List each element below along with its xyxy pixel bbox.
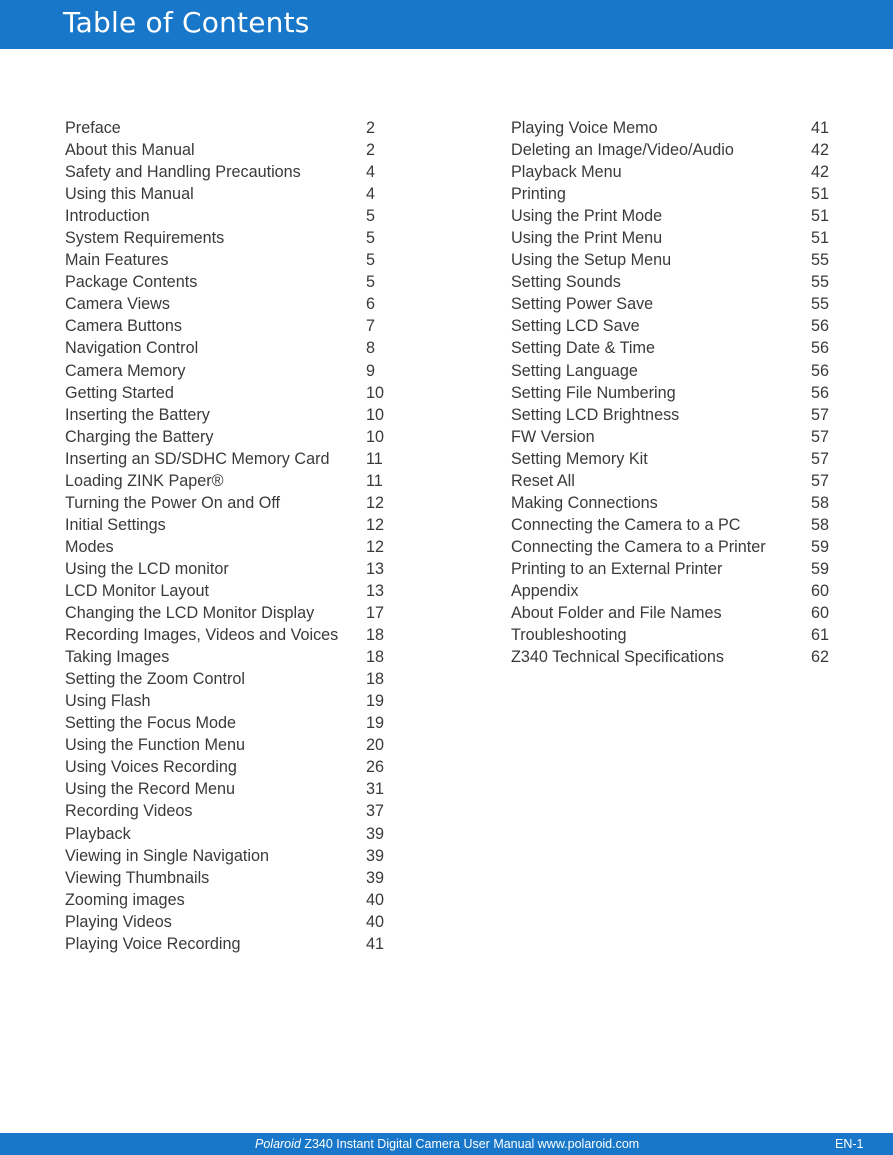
toc-entry[interactable]: [65, 139, 385, 161]
toc-entry-title: Zooming images: [65, 890, 185, 909]
toc-entry-title: Main Features: [65, 251, 169, 270]
toc-entry[interactable]: [511, 183, 831, 205]
toc-entry-title: Playing Voice Memo: [511, 119, 658, 137]
toc-entry-title: Inserting an SD/SDHC Memory Card: [65, 449, 330, 468]
toc-entry-title: System Requirements: [65, 229, 225, 248]
toc-entry-title: Package Contents: [65, 273, 198, 292]
toc-entry-page: 11: [366, 449, 383, 468]
toc-entry-title: Using the Print Menu: [511, 229, 663, 248]
toc-entry-page: 39: [366, 846, 385, 865]
toc-entry[interactable]: [65, 227, 385, 249]
toc-entry-title: Playback: [65, 824, 131, 843]
toc-entry[interactable]: [511, 470, 831, 492]
toc-entry-page: 40: [366, 912, 385, 931]
toc-entry-page: 2: [366, 141, 376, 160]
toc-entry[interactable]: [511, 337, 831, 359]
toc-entry-title: Deleting an Image/Video/Audio: [511, 141, 734, 160]
toc-entry[interactable]: [65, 271, 385, 293]
toc-entry-title: Printing: [511, 185, 566, 204]
toc-entry-title: Getting Started: [65, 383, 174, 402]
toc-entry[interactable]: [511, 161, 831, 183]
toc-entry[interactable]: [511, 624, 831, 646]
toc-entry-title: Setting the Focus Mode: [65, 714, 236, 733]
toc-entry[interactable]: [65, 712, 385, 734]
toc-entry[interactable]: [65, 756, 385, 778]
toc-entry-page: 5: [366, 229, 376, 248]
toc-entry-title: Modes: [65, 537, 114, 556]
toc-entry[interactable]: [65, 867, 385, 889]
toc-entry-title: Turning the Power On and Off: [65, 493, 281, 512]
toc-entry-page: 58: [811, 493, 830, 512]
toc-entry-title: Initial Settings: [65, 515, 166, 534]
toc-entry[interactable]: [65, 800, 385, 822]
toc-entry-page: 26: [366, 758, 385, 777]
toc-entry[interactable]: [65, 470, 385, 492]
toc-entry-title: Charging the Battery: [65, 427, 214, 446]
toc-entry[interactable]: [511, 646, 831, 668]
toc-entry-title: Setting Memory Kit: [511, 449, 648, 468]
toc-entry-page: 12: [366, 537, 385, 556]
toc-entry-title: Setting the Zoom Control: [65, 670, 245, 689]
toc-entry-page: 10: [366, 427, 385, 446]
toc-entry-page: 61: [811, 626, 830, 645]
footer-bar: [0, 1133, 893, 1155]
toc-entry-title: Using this Manual: [65, 185, 194, 204]
toc-entry-title: Reset All: [511, 471, 575, 490]
toc-entry-page: 10: [366, 405, 385, 424]
toc-entry[interactable]: [65, 117, 385, 139]
toc-entry-page: 19: [366, 714, 385, 733]
toc-entry[interactable]: [65, 337, 385, 359]
toc-entry[interactable]: [65, 845, 385, 867]
toc-entry-title: Playing Videos: [65, 912, 172, 931]
toc-entry[interactable]: [65, 404, 385, 426]
toc-entry-title: Changing the LCD Monitor Display: [65, 604, 315, 623]
toc-entry-page: 5: [366, 273, 376, 292]
toc-entry-title: Using Flash: [65, 692, 151, 711]
toc-entry-page: 10: [366, 383, 385, 402]
footer-text: [255, 1133, 639, 1155]
toc-entry-page: 13: [366, 581, 385, 600]
toc-entry[interactable]: [511, 249, 831, 271]
toc-entry-page: 56: [811, 383, 830, 402]
toc-entry[interactable]: [65, 183, 385, 205]
toc-entry[interactable]: [65, 315, 385, 337]
toc-entry[interactable]: [65, 492, 385, 514]
toc-entry-page: 41: [366, 934, 385, 953]
toc-entry-page: 42: [811, 141, 830, 160]
toc-entry[interactable]: [511, 492, 831, 514]
toc-entry[interactable]: [65, 911, 385, 933]
toc-entry-title: Navigation Control: [65, 339, 199, 358]
toc-entry-page: 55: [811, 273, 830, 292]
toc-entry-title: About this Manual: [65, 141, 195, 160]
toc-entry-page: 8: [366, 339, 376, 358]
toc-entry[interactable]: [65, 558, 385, 580]
toc-entry[interactable]: [65, 448, 385, 470]
toc-entry-page: 60: [811, 581, 830, 600]
toc-entry[interactable]: [511, 227, 831, 249]
toc-entry[interactable]: [65, 580, 385, 602]
toc-entry[interactable]: [65, 933, 385, 955]
toc-entry-title: Camera Views: [65, 295, 170, 314]
header-bar: [0, 0, 893, 49]
toc-entry-page: 59: [811, 559, 830, 578]
toc-entry-title: Introduction: [65, 207, 150, 226]
toc-entry-title: Troubleshooting: [511, 626, 627, 645]
toc-entry[interactable]: [511, 514, 831, 536]
footer-page-number: EN-1: [835, 1137, 864, 1151]
toc-entry-title: LCD Monitor Layout: [65, 581, 209, 600]
toc-entry-page: 18: [366, 626, 385, 645]
toc-entry-page: 56: [811, 339, 830, 358]
toc-entry-title: Recording Images, Videos and Voices: [65, 626, 339, 645]
toc-entry[interactable]: [511, 315, 831, 337]
toc-entry-title: Using the Record Menu: [65, 780, 236, 799]
toc-entry-title: Setting LCD Brightness: [511, 405, 680, 424]
toc-entry-title: Using Voices Recording: [65, 758, 237, 777]
toc-entry-title: Setting Language: [511, 361, 638, 380]
toc-entry[interactable]: [65, 360, 385, 382]
toc-entry[interactable]: [65, 161, 385, 183]
toc-entry[interactable]: [65, 690, 385, 712]
toc-entry-title: Camera Buttons: [65, 317, 182, 336]
toc-entry-title: FW Version: [511, 427, 595, 446]
toc-entry-title: Using the LCD monitor: [65, 559, 229, 578]
toc-entry-title: About Folder and File Names: [511, 604, 722, 623]
toc-entry-title: Setting LCD Save: [511, 317, 640, 336]
footer-description: Z340 Instant Digital Camera User Manual www.polaroid.com: [300, 1137, 640, 1151]
toc-entry-page: 39: [366, 868, 385, 887]
toc-entry-title: Z340 Technical Specifications: [511, 648, 724, 667]
toc-entry[interactable]: [511, 580, 831, 602]
toc-entry[interactable]: [511, 536, 831, 558]
toc-entry-title: Viewing in Single Navigation: [65, 846, 269, 865]
toc-entry-title: Setting File Numbering: [511, 383, 676, 402]
toc-entry-page: 2: [366, 119, 376, 137]
toc-entry[interactable]: [511, 426, 831, 448]
page-title: Table of Contents: [63, 6, 310, 39]
toc-entry-page: 12: [366, 515, 385, 534]
toc-entry[interactable]: [65, 823, 385, 845]
toc-entry-page: 5: [366, 251, 376, 270]
toc-entry[interactable]: [511, 360, 831, 382]
toc-entry-title: Making Connections: [511, 493, 658, 512]
toc-entry[interactable]: [65, 602, 385, 624]
toc-entry[interactable]: [511, 205, 831, 227]
toc-entry-title: Playback Menu: [511, 163, 622, 182]
toc-entry-page: 12: [366, 493, 385, 512]
toc-entry-title: Using the Print Mode: [511, 207, 663, 226]
toc-entry-title: Setting Date & Time: [511, 339, 655, 358]
toc-entry[interactable]: [511, 448, 831, 470]
toc-entry-page: 57: [811, 449, 830, 468]
toc-entry-title: Loading ZINK Paper®: [65, 471, 224, 490]
footer-brand: Polaroid: [255, 1137, 301, 1151]
toc-entry[interactable]: [65, 426, 385, 448]
toc-entry-page: 4: [366, 163, 376, 182]
toc-entry-title: Viewing Thumbnails: [65, 868, 210, 887]
toc-entry-page: 57: [811, 427, 830, 446]
toc-entry[interactable]: [65, 293, 385, 315]
toc-entry-title: Recording Videos: [65, 802, 193, 821]
toc-entry-title: Taking Images: [65, 648, 170, 667]
toc-entry[interactable]: [511, 382, 831, 404]
toc-entry-title: Safety and Handling Precautions: [65, 163, 301, 182]
toc-right-column: [511, 117, 831, 668]
toc-entry[interactable]: [65, 778, 385, 800]
toc-entry[interactable]: [65, 249, 385, 271]
toc-entry-title: Inserting the Battery: [65, 405, 210, 424]
toc-entry-page: 11: [366, 471, 383, 490]
toc-entry-page: 55: [811, 295, 830, 314]
toc-entry-page: 17: [366, 604, 385, 623]
toc-entry[interactable]: [65, 624, 385, 646]
toc-entry[interactable]: [511, 602, 831, 624]
toc-entry-title: Appendix: [511, 581, 579, 600]
toc-entry-page: 51: [811, 185, 830, 204]
toc-entry[interactable]: [511, 139, 831, 161]
toc-entry-title: Camera Memory: [65, 361, 186, 380]
toc-entry[interactable]: [65, 734, 385, 756]
toc-entry-page: 5: [366, 207, 376, 226]
toc-entry-page: 57: [811, 471, 830, 490]
toc-left-column: [65, 117, 385, 955]
toc-entry-page: 39: [366, 824, 385, 843]
toc-entry[interactable]: [65, 668, 385, 690]
toc-entry-title: Using the Function Menu: [65, 736, 245, 755]
toc-entry[interactable]: [65, 889, 385, 911]
toc-entry-page: 51: [811, 207, 830, 226]
toc-entry-page: 41: [811, 119, 830, 137]
toc-entry-page: 37: [366, 802, 385, 821]
toc-entry[interactable]: [65, 536, 385, 558]
toc-entry-page: 58: [811, 515, 830, 534]
toc-entry-title: Playing Voice Recording: [65, 934, 241, 953]
toc-entry-page: 31: [366, 780, 385, 799]
toc-entry-page: 19: [366, 692, 385, 711]
toc-entry-title: Connecting the Camera to a Printer: [511, 537, 766, 556]
toc-entry-page: 42: [811, 163, 830, 182]
toc-entry-title: Connecting the Camera to a PC: [511, 515, 741, 534]
toc-entry-page: 51: [811, 229, 830, 248]
toc-entry-title: Setting Sounds: [511, 273, 621, 292]
toc-entry-page: 9: [366, 361, 376, 380]
toc-entry[interactable]: [65, 382, 385, 404]
toc-entry-page: 18: [366, 648, 385, 667]
toc-entry-page: 4: [366, 185, 376, 204]
toc-entry-title: Using the Setup Menu: [511, 251, 672, 270]
toc-entry[interactable]: [511, 293, 831, 315]
toc-entry-page: 6: [366, 295, 376, 314]
toc-entry-page: 20: [366, 736, 385, 755]
toc-entry[interactable]: [511, 117, 831, 139]
toc-entry-title: Printing to an External Printer: [511, 559, 723, 578]
toc-entry[interactable]: [65, 205, 385, 227]
toc-entry[interactable]: [511, 558, 831, 580]
toc-entry-page: 7: [366, 317, 376, 336]
toc-entry-page: 56: [811, 317, 830, 336]
toc-entry[interactable]: [65, 646, 385, 668]
toc-entry-page: 59: [811, 537, 830, 556]
toc-entry[interactable]: [511, 404, 831, 426]
toc-entry-title: Setting Power Save: [511, 295, 654, 314]
toc-entry-page: 55: [811, 251, 830, 270]
toc-entry-page: 56: [811, 361, 830, 380]
toc-entry-page: 40: [366, 890, 385, 909]
toc-entry-page: 13: [366, 559, 385, 578]
toc-entry-page: 57: [811, 405, 830, 424]
toc-entry-title: Preface: [65, 119, 121, 137]
toc-entry-page: 60: [811, 604, 830, 623]
toc-entry[interactable]: [65, 514, 385, 536]
toc-entry-page: 62: [811, 648, 830, 667]
toc-entry[interactable]: [511, 271, 831, 293]
toc-entry-page: 18: [366, 670, 385, 689]
